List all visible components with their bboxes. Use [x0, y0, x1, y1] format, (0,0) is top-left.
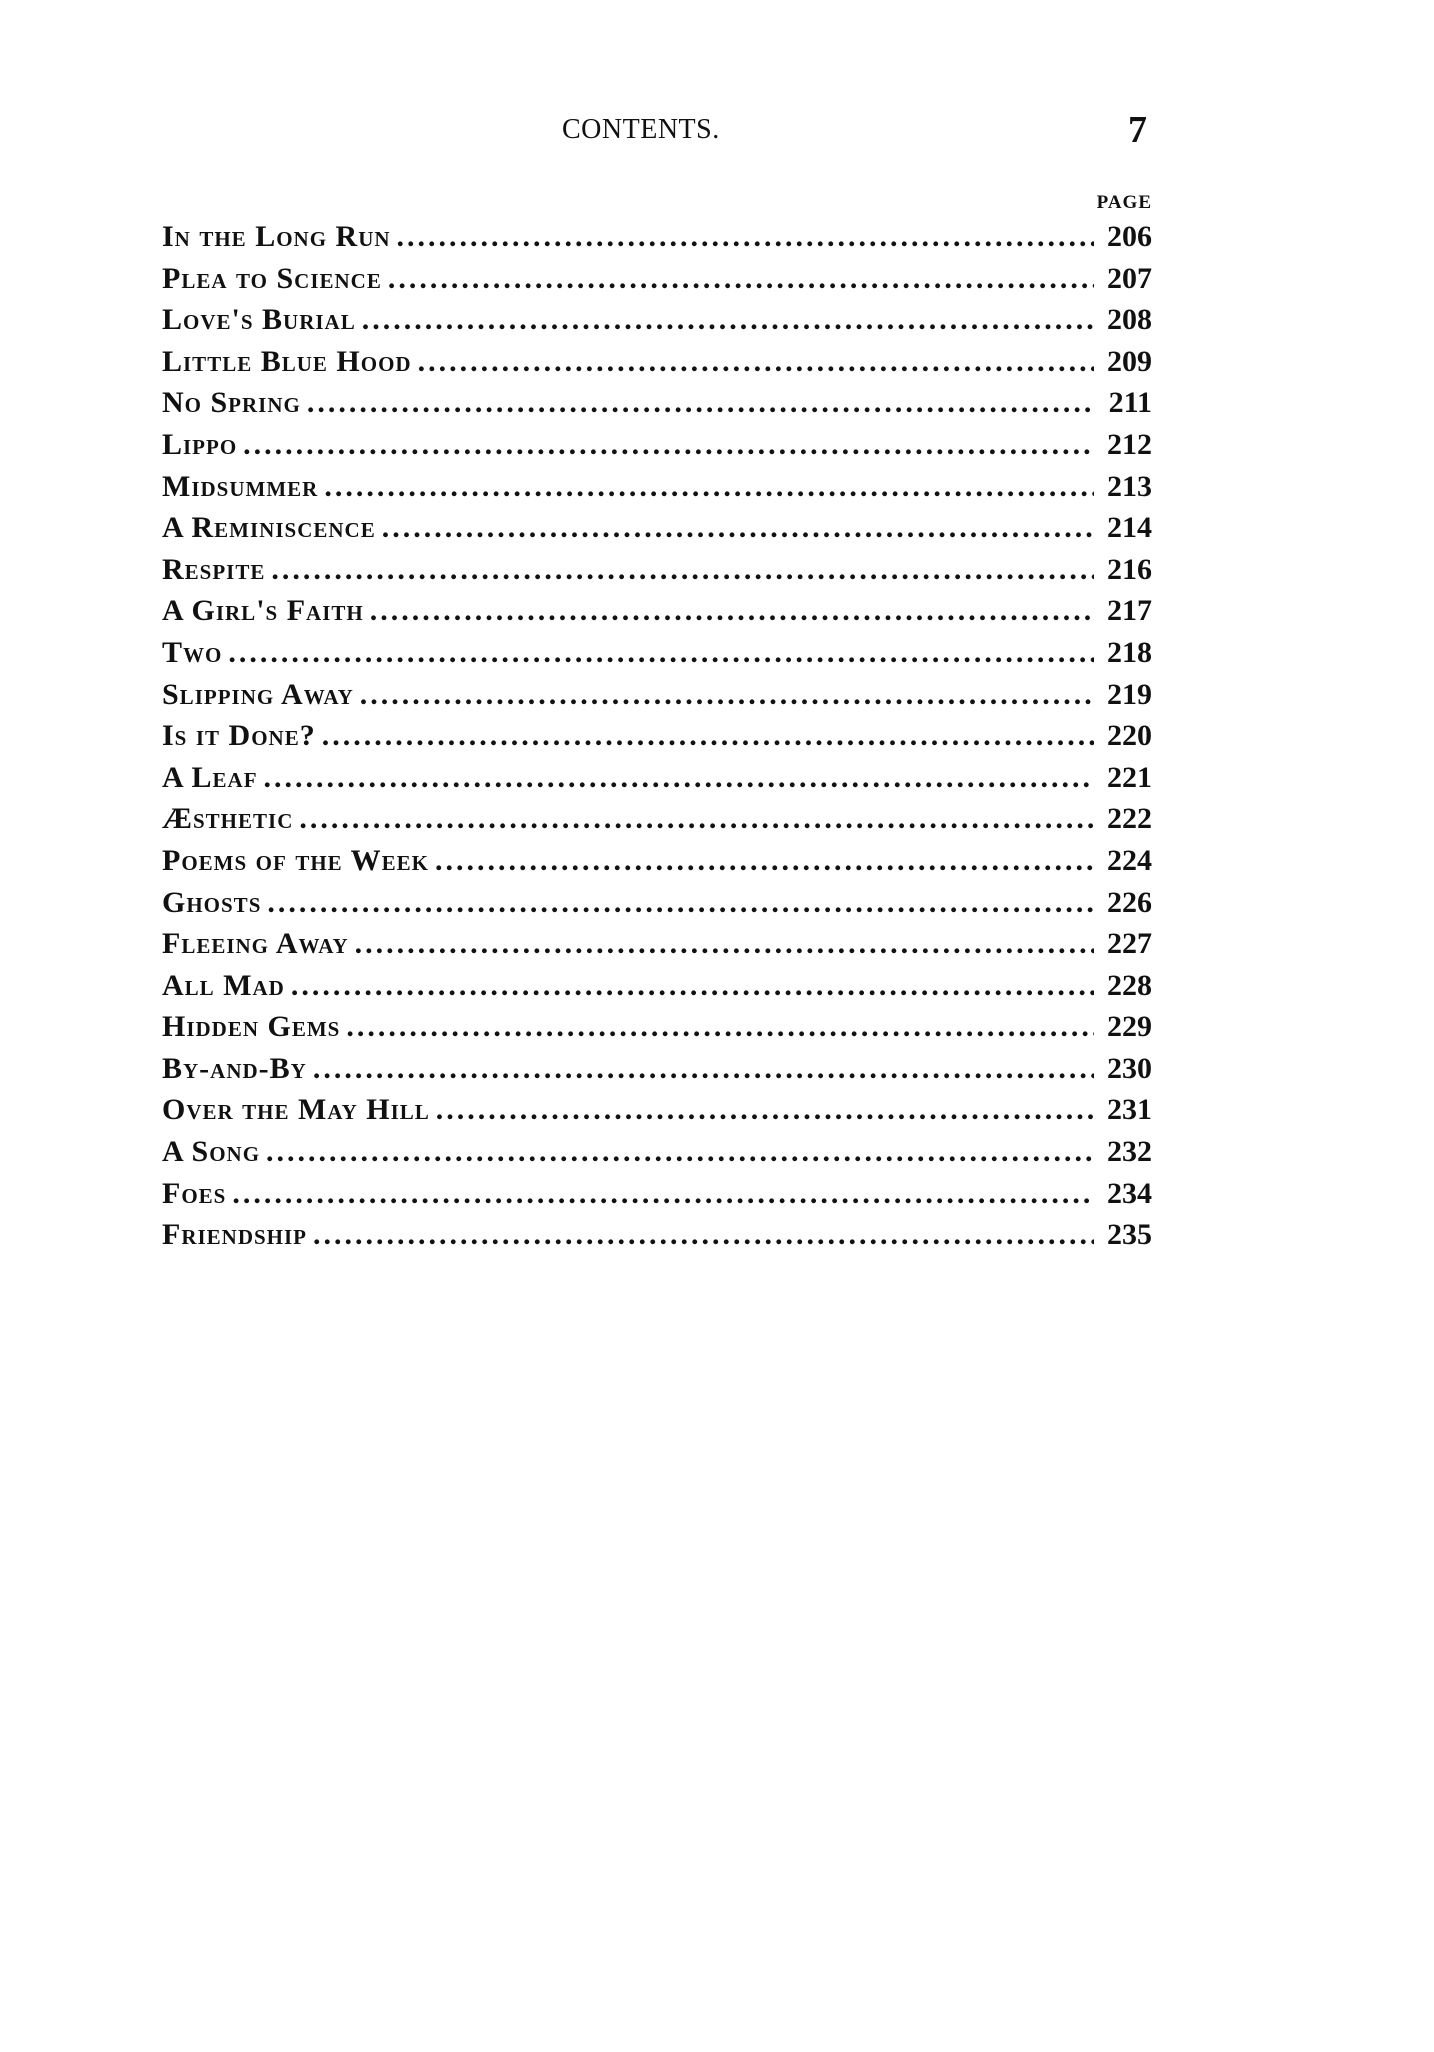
toc-entry [162, 1214, 1152, 1256]
toc-entry-title: Friendship [162, 1218, 308, 1252]
toc-entry-title: Is it Done? [162, 719, 316, 753]
dot-leader [237, 424, 1094, 466]
toc-entry [162, 798, 1152, 840]
toc-entry [162, 674, 1152, 716]
toc-entry [162, 882, 1152, 924]
toc-entry-page: 235 [1107, 1218, 1152, 1252]
toc-entry-page: 221 [1107, 760, 1152, 794]
toc-entry-title: Love's Burial [162, 303, 356, 337]
dot-leader [376, 507, 1094, 549]
dot-leader [226, 1173, 1094, 1215]
toc-entry-title: By-and-By [162, 1051, 307, 1085]
toc-entry-page: 214 [1107, 511, 1152, 545]
toc-entry [162, 424, 1152, 466]
toc-entry-title: Poems of the Week [162, 843, 429, 877]
toc-entry-page: 228 [1107, 968, 1152, 1002]
toc-entry-page: 224 [1107, 843, 1152, 877]
dot-leader [354, 674, 1094, 716]
toc-entry [162, 549, 1152, 591]
dot-leader [412, 341, 1094, 383]
dot-leader [349, 923, 1094, 965]
toc-entry-page: 218 [1107, 635, 1152, 669]
dot-leader [364, 590, 1094, 632]
toc-entry-title: Lippo [162, 427, 238, 461]
dot-leader [301, 382, 1094, 424]
toc-entry-title: A Girl's Faith [162, 594, 364, 628]
toc-entry-title: Respite [162, 552, 266, 586]
dot-leader [260, 1131, 1094, 1173]
toc-entry-title: A Leaf [162, 760, 258, 794]
toc-entry-title: A Song [162, 1135, 261, 1169]
toc-entry-page: 232 [1107, 1135, 1152, 1169]
toc-entry [162, 1089, 1152, 1131]
dot-leader [429, 840, 1094, 882]
toc-entry [162, 715, 1152, 757]
toc-entry [162, 466, 1152, 508]
dot-leader [265, 549, 1094, 591]
toc-entry-title: Foes [162, 1176, 227, 1210]
toc-entry [162, 341, 1152, 383]
toc-entry [162, 299, 1152, 341]
toc-entry [162, 258, 1152, 300]
page-header [0, 108, 1434, 158]
toc-entry-page: 231 [1107, 1093, 1152, 1127]
toc-entry [162, 1131, 1152, 1173]
toc-entry-title: In the Long Run [162, 220, 391, 253]
dot-leader [307, 1048, 1094, 1090]
toc-entry-page: 211 [1108, 386, 1152, 420]
toc-entry-title: Hidden Gems [162, 1010, 341, 1044]
toc-entry-page: 216 [1107, 552, 1152, 586]
dot-leader [391, 216, 1094, 258]
toc-entry-page: 213 [1107, 469, 1152, 503]
dot-leader [340, 1006, 1094, 1048]
toc-entry [162, 507, 1152, 549]
toc-entry-page: 226 [1107, 885, 1152, 919]
toc-entry-page: 217 [1107, 594, 1152, 628]
dot-leader [261, 882, 1094, 924]
table-of-contents [162, 190, 1152, 1256]
dot-leader [382, 258, 1094, 300]
toc-entry-title: Over the May Hill [162, 1093, 430, 1127]
toc-entry-page: 206 [1107, 220, 1152, 253]
dot-leader [318, 466, 1094, 508]
toc-entry [162, 1173, 1152, 1215]
toc-entry [162, 382, 1152, 424]
toc-entry [162, 632, 1152, 674]
toc-entry-title: Little Blue Hood [162, 344, 412, 378]
page-column-label: PAGE [1096, 192, 1152, 213]
toc-entry-page: 234 [1107, 1176, 1152, 1210]
toc-entry-page: 208 [1107, 303, 1152, 337]
dot-leader [316, 715, 1094, 757]
toc-entry-page: 220 [1107, 719, 1152, 753]
toc-entry-page: 229 [1107, 1010, 1152, 1044]
toc-entry [162, 757, 1152, 799]
toc-entry-title: Slipping Away [162, 677, 354, 711]
toc-entry-page: 230 [1107, 1051, 1152, 1085]
toc-entry [162, 923, 1152, 965]
dot-leader [222, 632, 1094, 674]
toc-entry-title: All Mad [162, 968, 285, 1002]
dot-leader [293, 798, 1094, 840]
toc-entry-page: 209 [1107, 344, 1152, 378]
toc-entry [162, 1048, 1152, 1090]
toc-entry-title: Midsummer [162, 469, 319, 503]
dot-leader [258, 757, 1094, 799]
toc-entry-title: No Spring [162, 386, 301, 420]
toc-entry-title: Æsthetic [162, 802, 294, 836]
toc-entry-page: 219 [1107, 677, 1152, 711]
toc-entry-title: Ghosts [162, 885, 262, 919]
dot-leader [307, 1214, 1094, 1256]
running-title: CONTENTS. [562, 114, 720, 145]
dot-leader [285, 965, 1094, 1007]
toc-entry-page: 207 [1107, 261, 1152, 295]
toc-entry-page: 212 [1107, 427, 1152, 461]
toc-entry-title: A Reminiscence [162, 511, 376, 545]
dot-leader [356, 299, 1094, 341]
toc-entry [162, 840, 1152, 882]
toc-entry-list [162, 216, 1152, 1256]
toc-entry-title: Two [162, 635, 223, 669]
toc-entry-title: Fleeing Away [162, 927, 349, 961]
toc-entry [162, 216, 1152, 258]
page-number: 7 [1128, 109, 1147, 151]
toc-entry [162, 965, 1152, 1007]
toc-entry-page: 227 [1107, 927, 1152, 961]
toc-entry-page: 222 [1107, 802, 1152, 836]
dot-leader [430, 1089, 1094, 1131]
toc-entry-title: Plea to Science [162, 261, 382, 295]
toc-entry [162, 590, 1152, 632]
toc-entry [162, 1006, 1152, 1048]
